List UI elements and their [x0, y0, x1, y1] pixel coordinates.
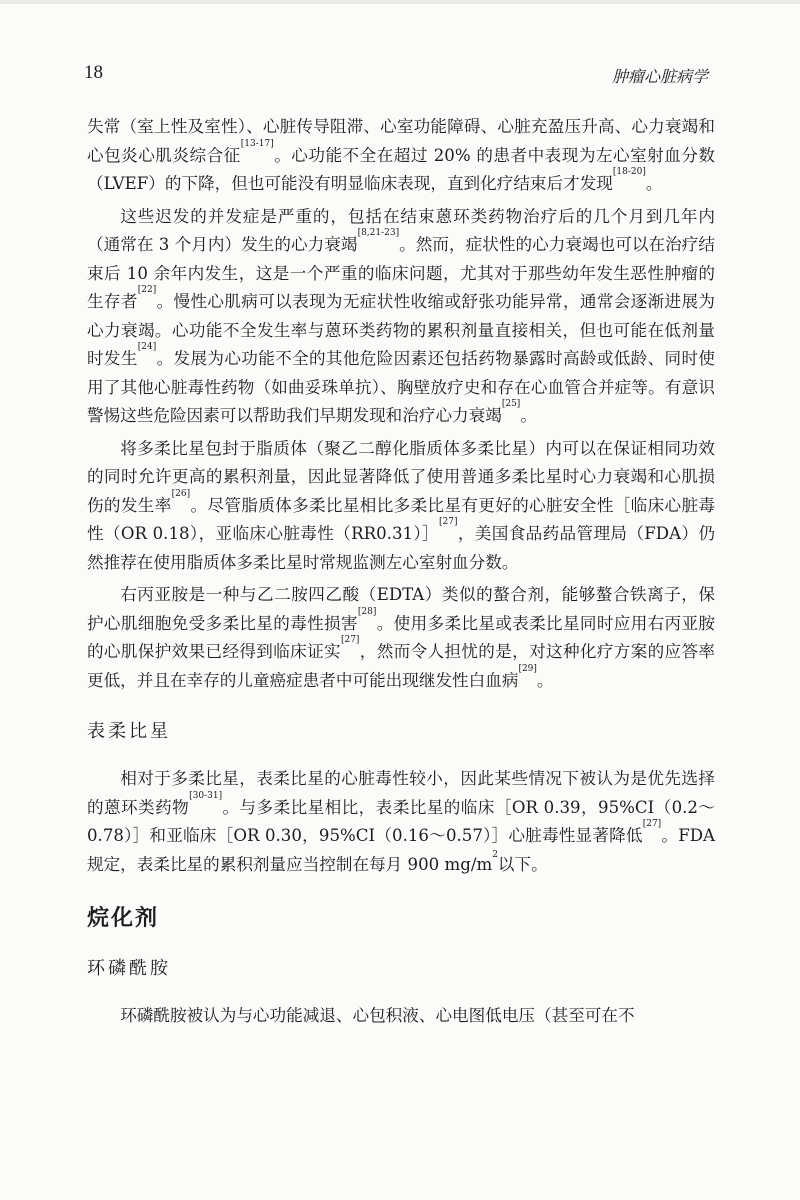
- text: 将多柔比星包封于脂质体（聚乙二醇化脂质体多柔比星）内可以在保证相同功效的同时允许更高的累积剂量，因此显著降低了使用普通多柔比星时心力衰竭和心肌损伤的发生率: [87, 438, 715, 515]
- citation: [28]: [357, 606, 377, 617]
- text: ，然而令人担忧的是，对这种化疗方案的应答率更低，并且在幸存的儿童癌症患者中可能出现继发性白血病: [87, 642, 716, 690]
- text: 。: [520, 406, 537, 425]
- text: ，美国食品药品管理局（FDA）仍然推荐在使用脂质体多柔比星时常规监测左心室射血分数。: [87, 524, 715, 572]
- paragraph-2: [87, 203, 715, 431]
- text: 。心功能不全在超过 20% 的患者中表现为左心室射血分数（LVEF）的下降，但也可能没有明显临床表现，直到化疗结束后才发现: [87, 145, 716, 193]
- page-header: [84, 62, 708, 92]
- superscript: 2: [492, 849, 498, 860]
- citation: [27]: [642, 819, 662, 829]
- text: 失常（室上性及室性）、心脏传导阻滞、心室功能障碍、心脏充盈压升高、心力衰竭和心包炎心肌炎综合征: [87, 117, 715, 165]
- citation: [27]: [340, 635, 360, 645]
- text: 。然而，症状性的心力衰竭也可以在治疗结束后 10 余年内发生，这是一个严重的临床问题，尤其对于那些幼年发生恶性肿瘤的生存者: [87, 235, 716, 311]
- text: 。: [645, 174, 663, 193]
- text: 。使用多柔比星或表柔比星同时应用右丙亚胺的心肌保护效果已经得到临床证实: [87, 613, 716, 661]
- page-number: 18: [84, 62, 103, 83]
- citation: [26]: [171, 488, 191, 499]
- section-heading-alkylating-agents: 烷化剂: [87, 906, 160, 931]
- paragraph-3: [87, 435, 715, 578]
- page-body: [87, 113, 715, 1035]
- paragraph-5: [87, 765, 715, 879]
- text: 。发展为心功能不全的其他危险因素还包括药物暴露时高龄或低龄、同时使用了其他心脏毒性药物（如曲妥珠单抗）、胸壁放疗史和存在心血管合并症等。有意识警惕这些危险因素可以帮助我们早期发现和治疗心力衰竭: [87, 349, 716, 425]
- paragraph-4: [87, 581, 715, 695]
- citation: [22]: [137, 285, 157, 295]
- citation: [24]: [137, 342, 157, 352]
- text: 这些迟发的并发症是严重的，包括在结束蒽环类药物治疗后的几个月到几年内（通常在 3 个月内）发生的心力衰竭: [87, 206, 715, 254]
- subheading-epirubicin: 表柔比星: [87, 721, 171, 742]
- text: 。FDA 规定，表柔比星的累积剂量应当控制在每月 900 mg/m: [87, 826, 715, 874]
- text: 。慢性心肌病可以表现为无症状性收缩或舒张功能异常，通常会逐渐进展为心力衰竭。心功能不全发生率与蒽环类药物的累积剂量直接相关，但也可能在低剂量时发生: [87, 292, 716, 368]
- paragraph-6: [87, 1002, 715, 1031]
- citation: [30-31]: [189, 790, 223, 801]
- citation: [8,21-23]: [357, 228, 400, 238]
- citation: [27]: [439, 517, 458, 527]
- text: 右丙亚胺是一种与乙二胺四乙酸（EDTA）类似的螯合剂，能够螯合铁离子，保护心肌细胞免受多柔比星的毒性损害: [87, 585, 715, 633]
- citation: [13-17]: [240, 138, 274, 149]
- text: 以下。: [497, 854, 548, 874]
- text: 。: [536, 670, 554, 690]
- citation: [25]: [501, 399, 521, 409]
- running-title: 肿瘤心脏病学: [611, 67, 708, 86]
- top-edge-shadow: [0, 0, 800, 4]
- subheading-cyclophosphamide: 环磷酰胺: [87, 958, 171, 979]
- paragraph-1: [87, 113, 715, 199]
- text: 相对于多柔比星，表柔比星的心脏毒性较小，因此某些情况下被认为是优先选择的蒽环类药物: [87, 769, 715, 817]
- citation: [29]: [518, 663, 537, 674]
- text: 。尽管脂质体多柔比星相比多柔比星有更好的心脏安全性［临床心脏毒性（OR 0.18），亚临床心脏毒性（RR0.31）］: [87, 495, 715, 543]
- text: 环磷酰胺被认为与心功能减退、心包积液、心电图低电压（甚至可在不: [120, 1006, 635, 1025]
- text: 。与多柔比星相比，表柔比星的临床［OR 0.39，95%CI（0.2～0.78）］和亚临床［OR 0.30，95%CI（0.16～0.57）］心脏毒性显著降低: [87, 797, 716, 845]
- citation: [18-20]: [612, 167, 646, 177]
